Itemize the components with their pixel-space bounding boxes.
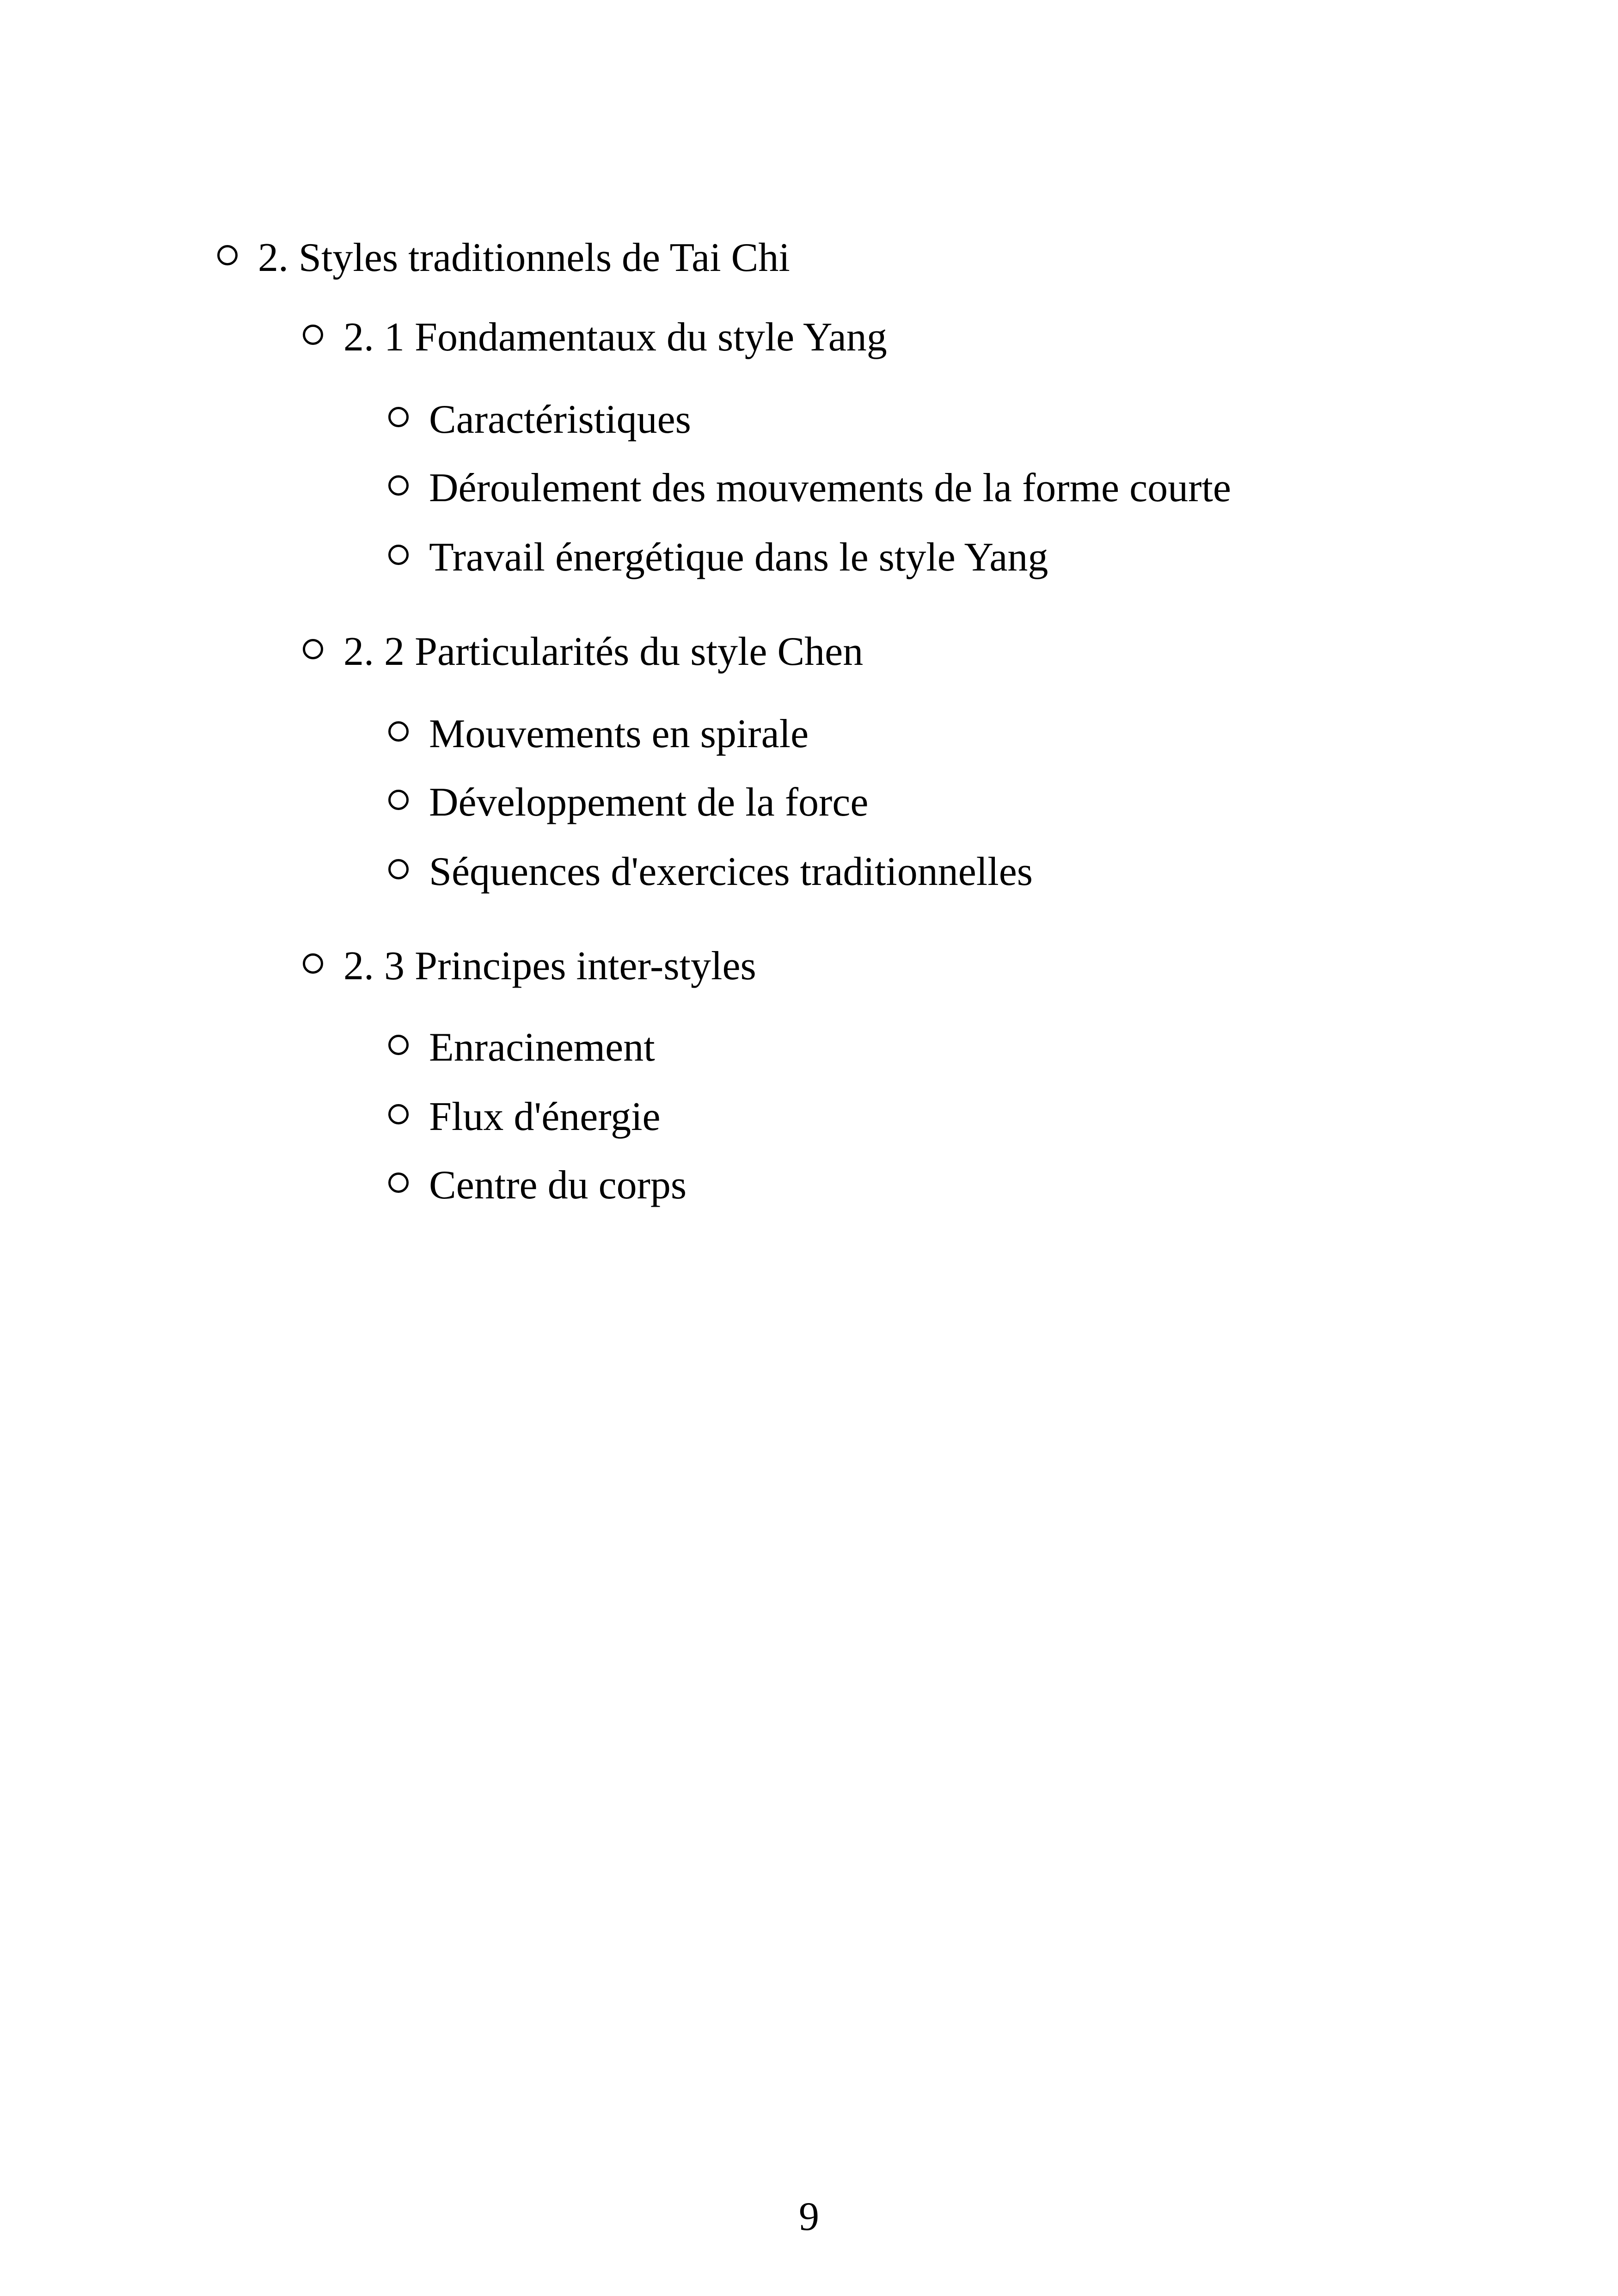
outline-subitem-label: Enracinement	[429, 1025, 655, 1070]
hollow-circle-bullet-icon	[388, 721, 409, 742]
outline-subitem	[388, 1021, 655, 1070]
outline-subitem-label: Séquences d'exercices traditionnelles	[429, 849, 1033, 894]
outline-subitem-label: Centre du corps	[429, 1162, 687, 1208]
outline-subitem-label: Mouvements en spirale	[429, 711, 809, 756]
outline-subitem-label: Flux d'énergie	[429, 1094, 661, 1139]
outline-subitem	[388, 1159, 687, 1208]
hollow-circle-bullet-icon	[303, 639, 323, 659]
outline-item-label: 2. Styles traditionnels de Tai Chi	[258, 235, 790, 280]
hollow-circle-bullet-icon	[217, 245, 238, 265]
hollow-circle-bullet-icon	[303, 325, 323, 345]
outline-item-level1	[217, 231, 790, 280]
outline-section-inter-styles	[303, 939, 756, 986]
outline-subitem	[388, 461, 1231, 508]
hollow-circle-bullet-icon	[388, 1173, 409, 1193]
hollow-circle-bullet-icon	[388, 790, 409, 810]
outline-subitem	[388, 393, 691, 442]
hollow-circle-bullet-icon	[388, 475, 409, 496]
hollow-circle-bullet-icon	[388, 545, 409, 565]
outline-subitem-label: Développement de la force	[429, 780, 869, 825]
outline-subitem-label: Caractéristiques	[429, 397, 691, 442]
outline-section-label: 2. 1 Fondamentaux du style Yang	[343, 314, 887, 360]
outline-section-chen	[303, 625, 864, 674]
outline-subitem-label: Travail énergétique dans le style Yang	[429, 534, 1048, 580]
outline-section-label: 2. 2 Particularités du style Chen	[343, 629, 864, 674]
hollow-circle-bullet-icon	[388, 407, 409, 427]
page-number: 9	[799, 2194, 819, 2239]
outline-section-yang	[303, 311, 887, 360]
outline-subitem	[388, 707, 809, 754]
hollow-circle-bullet-icon	[388, 859, 409, 879]
hollow-circle-bullet-icon	[303, 953, 323, 974]
outline-subitem-label: Déroulement des mouvements de la forme courte	[429, 465, 1231, 510]
outline-subitem	[388, 531, 1048, 580]
outline-subitem	[388, 776, 869, 825]
outline-subitem	[388, 1090, 661, 1139]
hollow-circle-bullet-icon	[388, 1035, 409, 1055]
hollow-circle-bullet-icon	[388, 1104, 409, 1124]
outline-section-label: 2. 3 Principes inter-styles	[343, 943, 756, 988]
outline-subitem	[388, 845, 1033, 894]
